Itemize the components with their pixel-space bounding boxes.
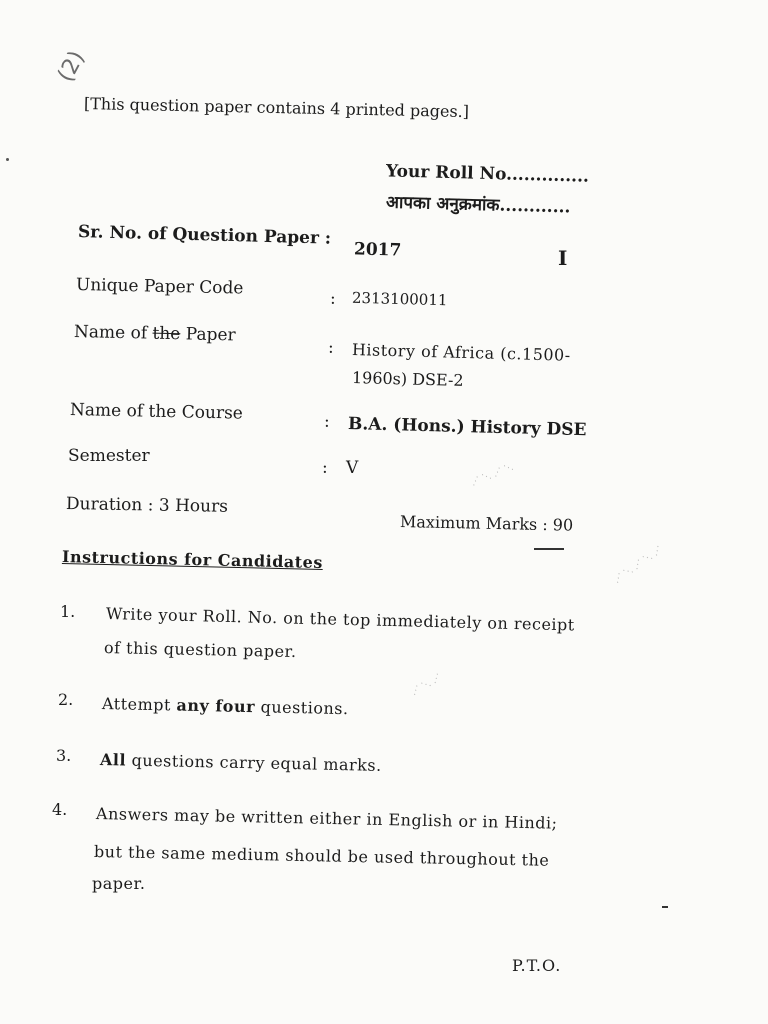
page-count-note: [This question paper contains 4 printed pages.] bbox=[83, 94, 470, 122]
paper-name-colon: : bbox=[328, 338, 334, 358]
instruction-number: 4. bbox=[52, 800, 68, 819]
instruction-2-pre: Attempt bbox=[101, 694, 177, 715]
instruction-1-line2: of this question paper. bbox=[103, 638, 297, 662]
instruction-number: 1. bbox=[60, 602, 76, 621]
ink-dot bbox=[662, 906, 668, 908]
paper-name-value-line1: History of Africa (c.1500- bbox=[351, 340, 571, 365]
handwritten-page-mark: (2) bbox=[53, 46, 90, 87]
course-name-colon: : bbox=[324, 412, 330, 432]
instruction-3 bbox=[100, 746, 382, 780]
semester-value: V bbox=[346, 458, 359, 478]
paper-name-label-strike: the bbox=[152, 323, 181, 345]
instruction-2 bbox=[102, 690, 349, 723]
sr-no-label: Sr. No. of Question Paper : bbox=[77, 222, 332, 249]
roll-number-hindi: आपका अनुक्रमांक............ bbox=[385, 192, 571, 218]
paper-set-letter: I bbox=[558, 246, 568, 270]
instruction-3-bold: All bbox=[99, 750, 127, 770]
instruction-4-line1: Answers may be written either in English or in Hindi; bbox=[95, 804, 558, 833]
paper-code-colon: : bbox=[330, 289, 336, 309]
course-name-value: B.A. (Hons.) History DSE bbox=[347, 414, 587, 441]
instruction-2-post: questions. bbox=[254, 697, 349, 719]
instruction-1-line1: Write your Roll. No. on the top immediately on receipt bbox=[105, 604, 575, 635]
paper-name-value-line2: 1960s) DSE-2 bbox=[351, 368, 464, 390]
paper-name-label-part1: Name of bbox=[73, 322, 153, 344]
semester-label: Semester bbox=[68, 446, 150, 466]
instruction-4-line2: but the same medium should be used throughout the bbox=[93, 842, 550, 870]
paper-name-label bbox=[74, 322, 236, 345]
instruction-number: 3. bbox=[56, 746, 72, 765]
sr-no-value: 2017 bbox=[353, 239, 402, 261]
ink-dot bbox=[6, 158, 9, 161]
instructions-heading: Instructions for Candidates bbox=[61, 547, 324, 572]
ink-dash-mark bbox=[534, 548, 564, 550]
faint-stamp-mark: ⋰ ⋱ ⋰ ⋱ ⋰ bbox=[612, 544, 665, 586]
faint-stamp-mark: ⋰ ⋱ ⋰ bbox=[409, 672, 444, 698]
duration-label: Duration : 3 Hours bbox=[65, 494, 229, 517]
instruction-4-line3: paper. bbox=[92, 874, 146, 893]
instruction-2-bold: any four bbox=[176, 695, 256, 717]
paper-name-label-part2: Paper bbox=[180, 324, 236, 346]
paper-code-value: 2313100011 bbox=[351, 288, 448, 310]
paper-code-label: Unique Paper Code bbox=[75, 275, 244, 299]
pto-footer: P.T.O. bbox=[512, 956, 562, 975]
instruction-number: 2. bbox=[58, 690, 74, 709]
roll-number-english: Your Roll No.............. bbox=[385, 161, 590, 187]
course-name-label: Name of the Course bbox=[69, 400, 244, 424]
instruction-3-post: questions carry equal marks. bbox=[125, 750, 382, 775]
maximum-marks: Maximum Marks : 90 bbox=[399, 512, 574, 535]
semester-colon: : bbox=[322, 458, 328, 478]
faint-stamp-mark: ⋰ ⋱ ⋰ ⋱ bbox=[469, 462, 515, 488]
